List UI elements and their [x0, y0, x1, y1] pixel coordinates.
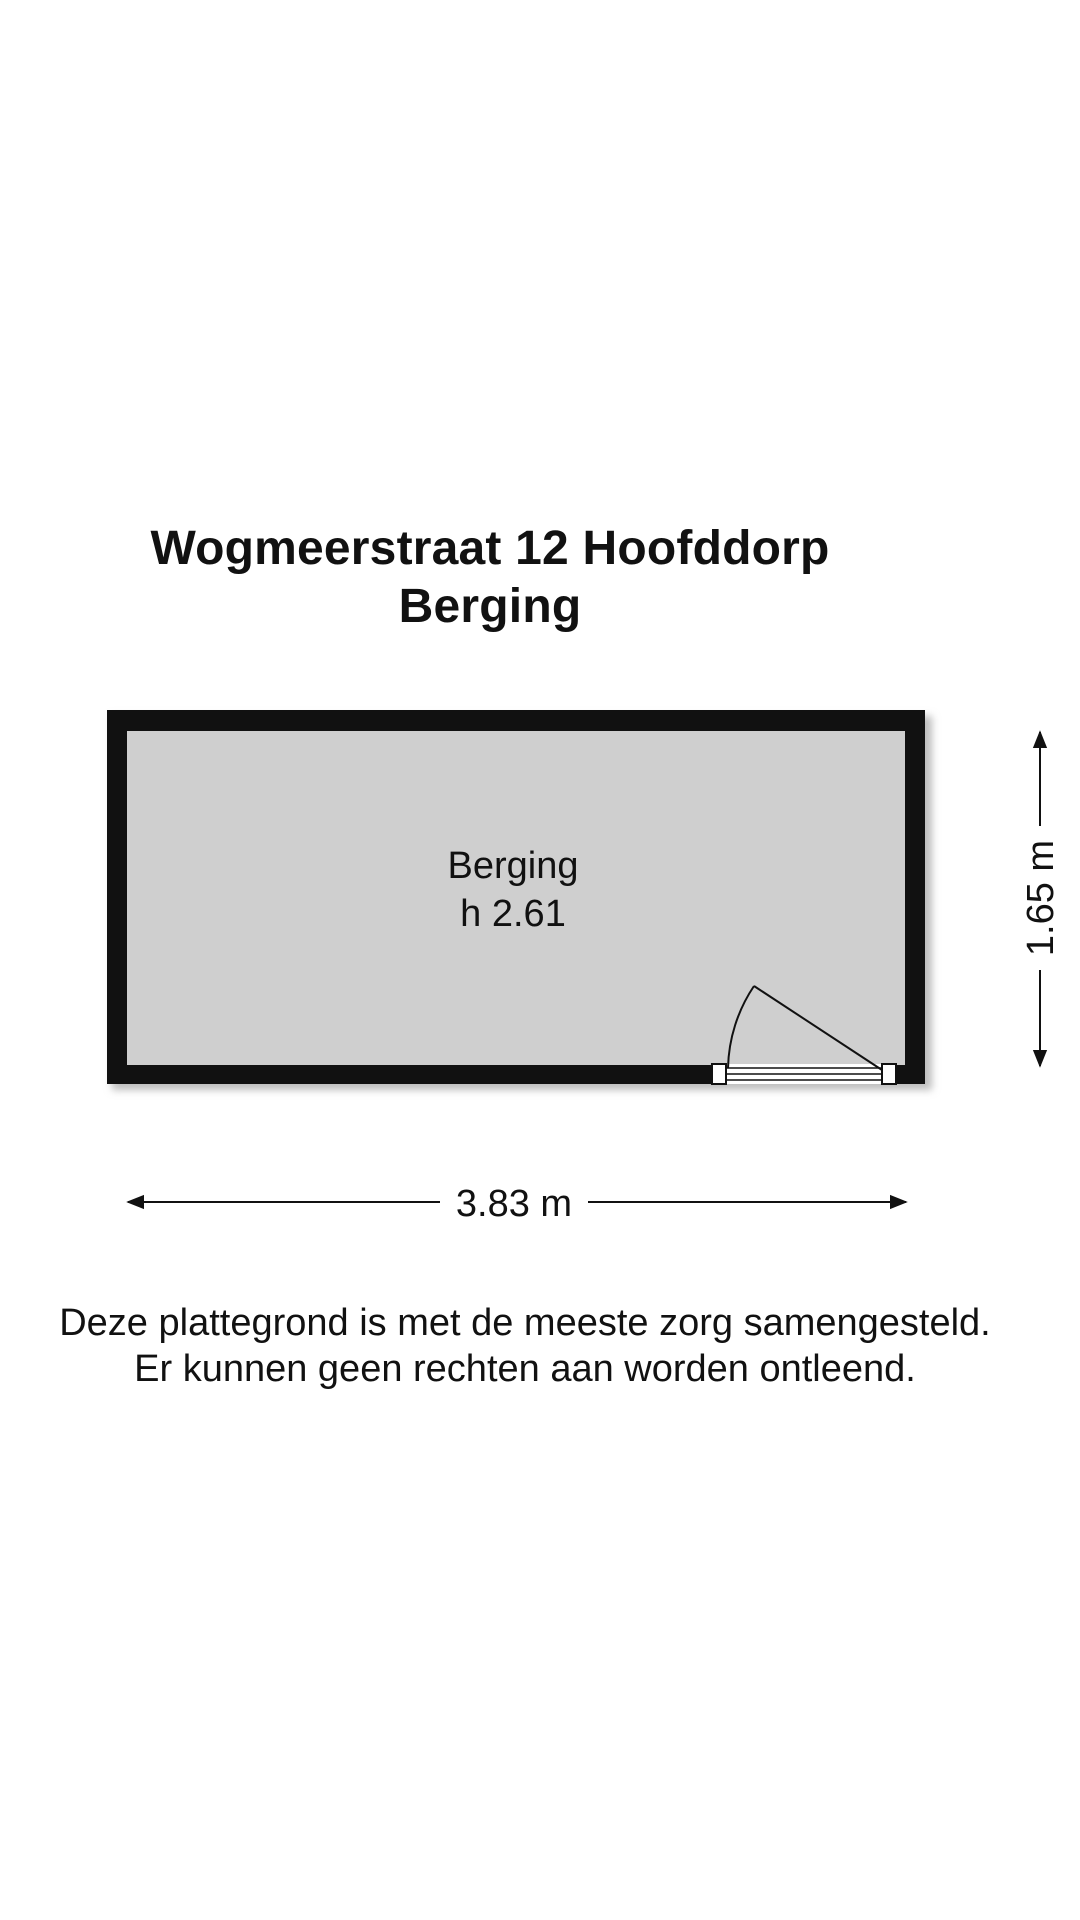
disclaimer-line-2: Er kunnen geen rechten aan worden ontleend. — [134, 1348, 916, 1390]
width-label: 3.83 m — [455, 1183, 573, 1225]
room-name: Berging — [447, 845, 579, 887]
room-height: h 2.61 — [460, 893, 566, 935]
width-dimension — [128, 1183, 906, 1225]
disclaimer-line-1: Deze plattegrond is met de meeste zorg samengesteld. — [59, 1302, 991, 1344]
depth-dimension — [1020, 732, 1062, 1066]
disclaimer — [0, 1300, 1050, 1392]
depth-label: 1.65 m — [1020, 839, 1062, 957]
address-title: Wogmeerstraat 12 Hoofddorp — [150, 522, 830, 575]
floor-title: Berging — [398, 580, 582, 633]
